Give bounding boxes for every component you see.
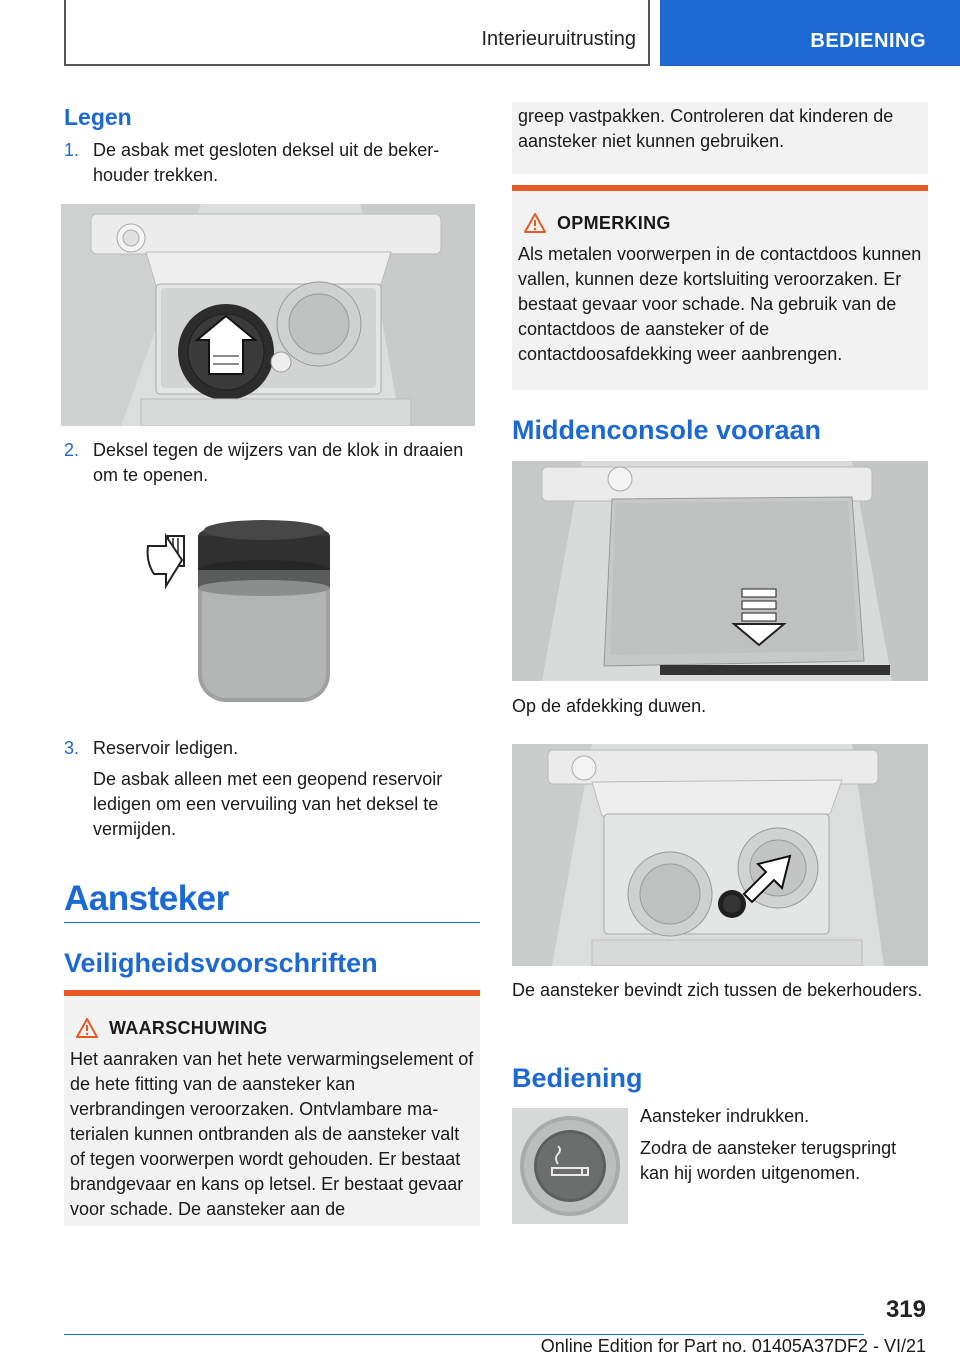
bediening-step-press: Aansteker indrukken. bbox=[640, 1106, 810, 1126]
step-2-number: 2. bbox=[64, 440, 80, 460]
notice-title: OPMERKING bbox=[557, 213, 671, 233]
step-2 bbox=[64, 438, 478, 488]
legen-heading: Legen bbox=[64, 104, 132, 130]
lighter-button-photo bbox=[512, 1108, 628, 1224]
step-3-number: 3. bbox=[64, 738, 80, 758]
step-1-number: 1. bbox=[64, 140, 80, 160]
rotate-arrow-icon bbox=[148, 536, 184, 586]
caption-push-cover: Op de afdekking duwen. bbox=[512, 696, 707, 716]
warning-bar bbox=[64, 990, 480, 996]
middenconsole-heading: Middenconsole vooraan bbox=[512, 415, 822, 445]
footer-edition-text: Online Edition for Part no. 01405A37DF2 - VI/21 bbox=[540, 1336, 926, 1356]
step-3-note: De asbak alleen met een geopend reservoir ledigen om een vervuiling van het deksel te vermijden. bbox=[93, 769, 443, 839]
step-3-text: Reservoir ledigen. bbox=[93, 738, 239, 758]
warning-box-continued bbox=[512, 102, 928, 174]
ashtray-removal-photo bbox=[61, 204, 475, 426]
aansteker-heading-rule bbox=[64, 922, 480, 923]
veiligheidsvoorschriften-heading: Veiligheidsvoorschriften bbox=[64, 948, 378, 978]
caption-lighter-location: De aansteker bevindt zich tussen de bekerhouders. bbox=[512, 980, 923, 1000]
warning-text-continued: greep vastpakken. Controleren dat kinderen de aansteker niet kunnen gebruiken. bbox=[518, 106, 894, 151]
header-section-title: Interieuruitrusting bbox=[481, 28, 636, 50]
step-2-text: Deksel tegen de wijzers van de klok in draaien om te openen. bbox=[93, 440, 464, 485]
step-3 bbox=[64, 736, 478, 761]
warning-title: WAARSCHUWING bbox=[109, 1018, 268, 1038]
step-1-text: De asbak met gesloten deksel uit de bekerhouder trekken. bbox=[93, 140, 440, 185]
header-chapter-tab: BEDIENING bbox=[660, 0, 960, 66]
aansteker-heading: Aansteker bbox=[64, 879, 229, 918]
warning-triangle-icon bbox=[76, 1018, 98, 1038]
warning-box bbox=[64, 990, 480, 1226]
bediening-step-remove: Zodra de aansteker terugspringt kan hij worden uitgenomen. bbox=[640, 1138, 897, 1183]
console-cover-photo bbox=[512, 461, 928, 681]
notice-triangle-icon bbox=[524, 213, 546, 233]
lighter-location-photo bbox=[512, 744, 928, 966]
notice-text: Als metalen voorwerpen in de contactdoos kunnen vallen, kunnen deze kortsluiting veroorzaken. Er bestaat gevaar voor schade. Na gebruik van de contactdoos de aansteker of de contactdoosafdekking weer aanbrengen. bbox=[518, 244, 922, 364]
warning-text: Het aanraken van het hete verwarmingselement of de hete fitting van de aansteker kan verbrandingen veroorzaken. Ontvlambare materialen kunnen ontbranden als de aansteker valt of tegen voorwerpen wordt gehouden. Er bestaat brandgevaar en kans op letsel. Er bestaat gevaar voor schade. De aansteker aan de bbox=[70, 1049, 474, 1219]
notice-bar bbox=[512, 185, 928, 191]
ashtray-lid-rotate-illustration bbox=[140, 512, 370, 707]
bediening-heading: Bediening bbox=[512, 1063, 643, 1093]
step-1 bbox=[64, 138, 478, 188]
footer-rule bbox=[64, 1334, 864, 1335]
page-number: 319 bbox=[885, 1296, 926, 1323]
notice-box bbox=[512, 185, 928, 390]
